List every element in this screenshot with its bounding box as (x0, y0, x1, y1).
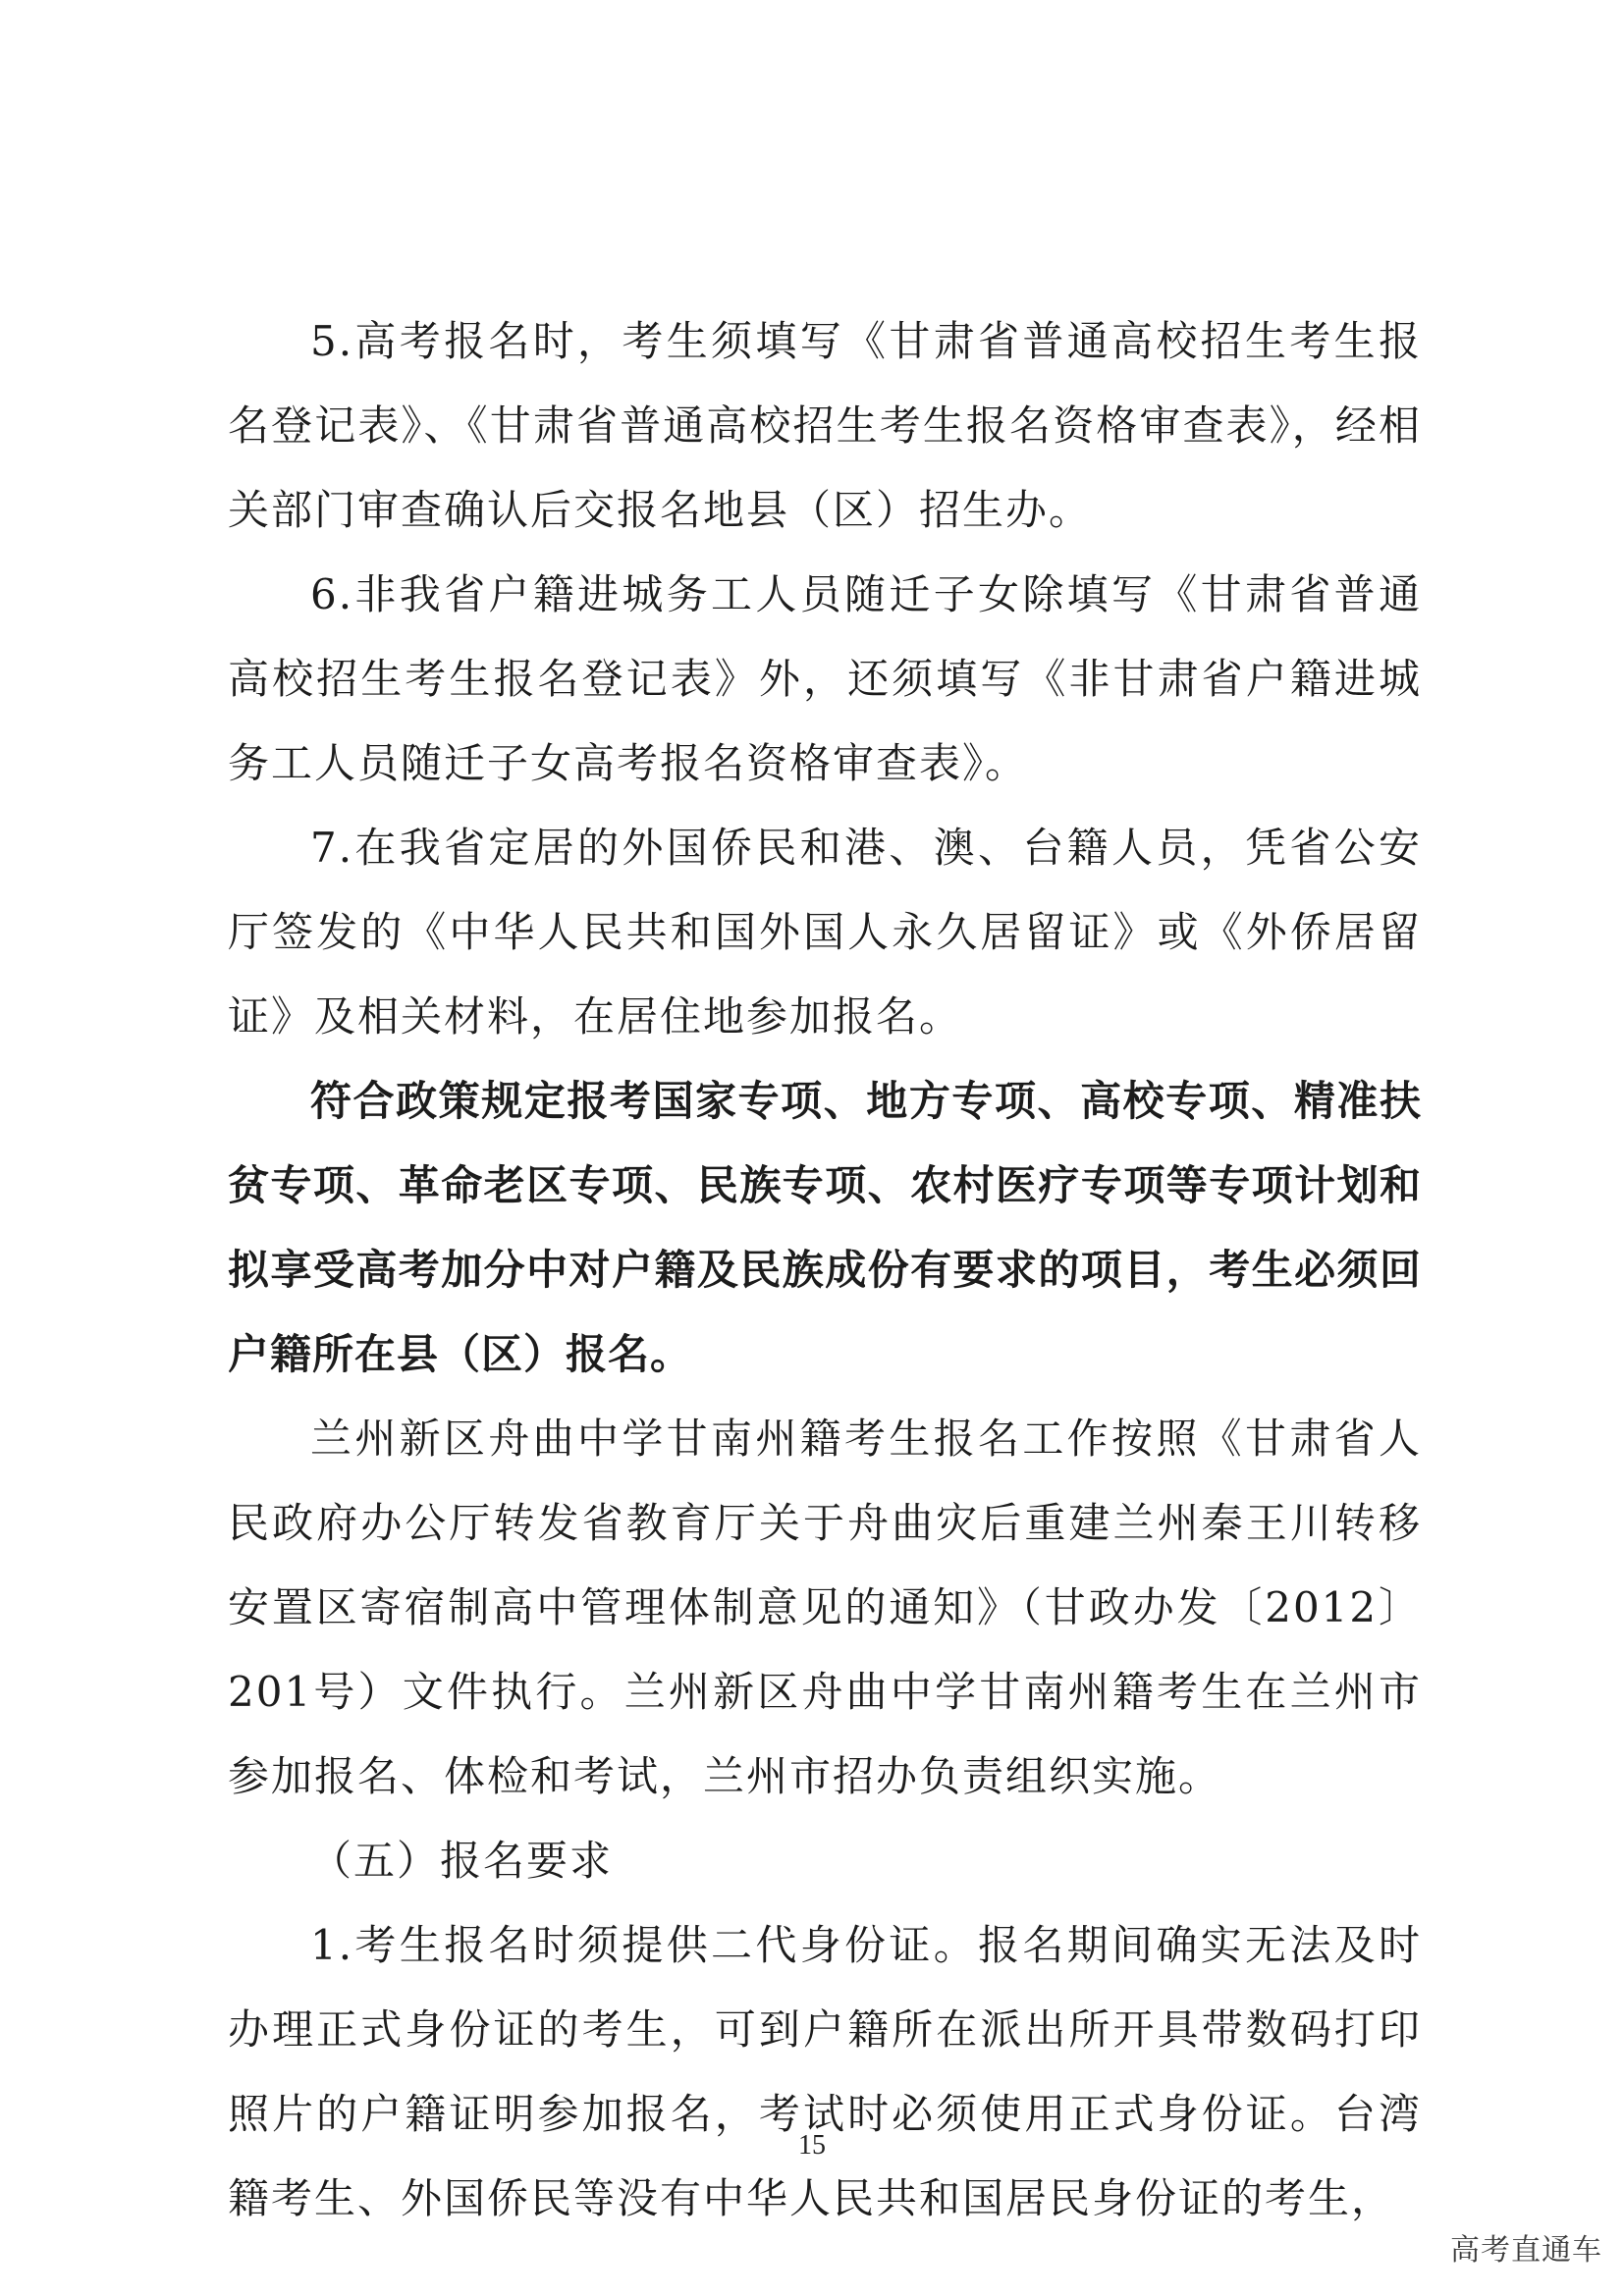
paragraph-item-5: 5.高考报名时，考生须填写《甘肃省普通高校招生考生报名登记表》、《甘肃省普通高校招生考生报名资格审查表》，经相关部门审查确认后交报名地县（区）招生办。 (228, 317, 1422, 534)
bold-policy-paragraph: 符合政策规定报考国家专项、地方专项、高校专项、精准扶贫专项、革命老区专项、民族专项、农村医疗专项等专项计划和拟享受高考加分中对户籍及民族成份有要求的项目，考生必须回户籍所在县（区）报名。 (228, 1077, 1422, 1378)
section-heading: （五）报名要求 (310, 1837, 614, 1885)
zhouqu-paragraph: 兰州新区舟曲中学甘南州籍考生报名工作按照《甘肃省人民政府办公厅转发省教育厅关于舟曲灾后重建兰州秦王川转移安置区寄宿制高中管理体制意见的通知》（甘政办发〔2012〕201号）文件执行。兰州新区舟曲中学甘南州籍考生在兰州市参加报名、体检和考试，兰州市招办负责组织实施。 (228, 1415, 1422, 1800)
document-body (228, 299, 1422, 2241)
requirement-paragraph-1: 1.考生报名时须提供二代身份证。报名期间确实无法及时办理正式身份证的考生，可到户籍所在派出所开具带数码打印照片的户籍证明参加报名，考试时必须使用正式身份证。台湾籍考生、外国侨民等没有中华人民共和国居民身份证的考生， (228, 1921, 1422, 2222)
watermark-text: 高考直通车 (1450, 2233, 1602, 2268)
paragraph-item-7: 7.在我省定居的外国侨民和港、澳、台籍人员，凭省公安厅签发的《中华人民共和国外国人永久居留证》或《外侨居留证》及相关材料，在居住地参加报名。 (228, 824, 1422, 1041)
page-number: 15 (798, 2130, 826, 2161)
paragraph-item-6: 6.非我省户籍进城务工人员随迁子女除填写《甘肃省普通高校招生考生报名登记表》外，还须填写《非甘肃省户籍进城务工人员随迁子女高考报名资格审查表》。 (228, 570, 1422, 787)
